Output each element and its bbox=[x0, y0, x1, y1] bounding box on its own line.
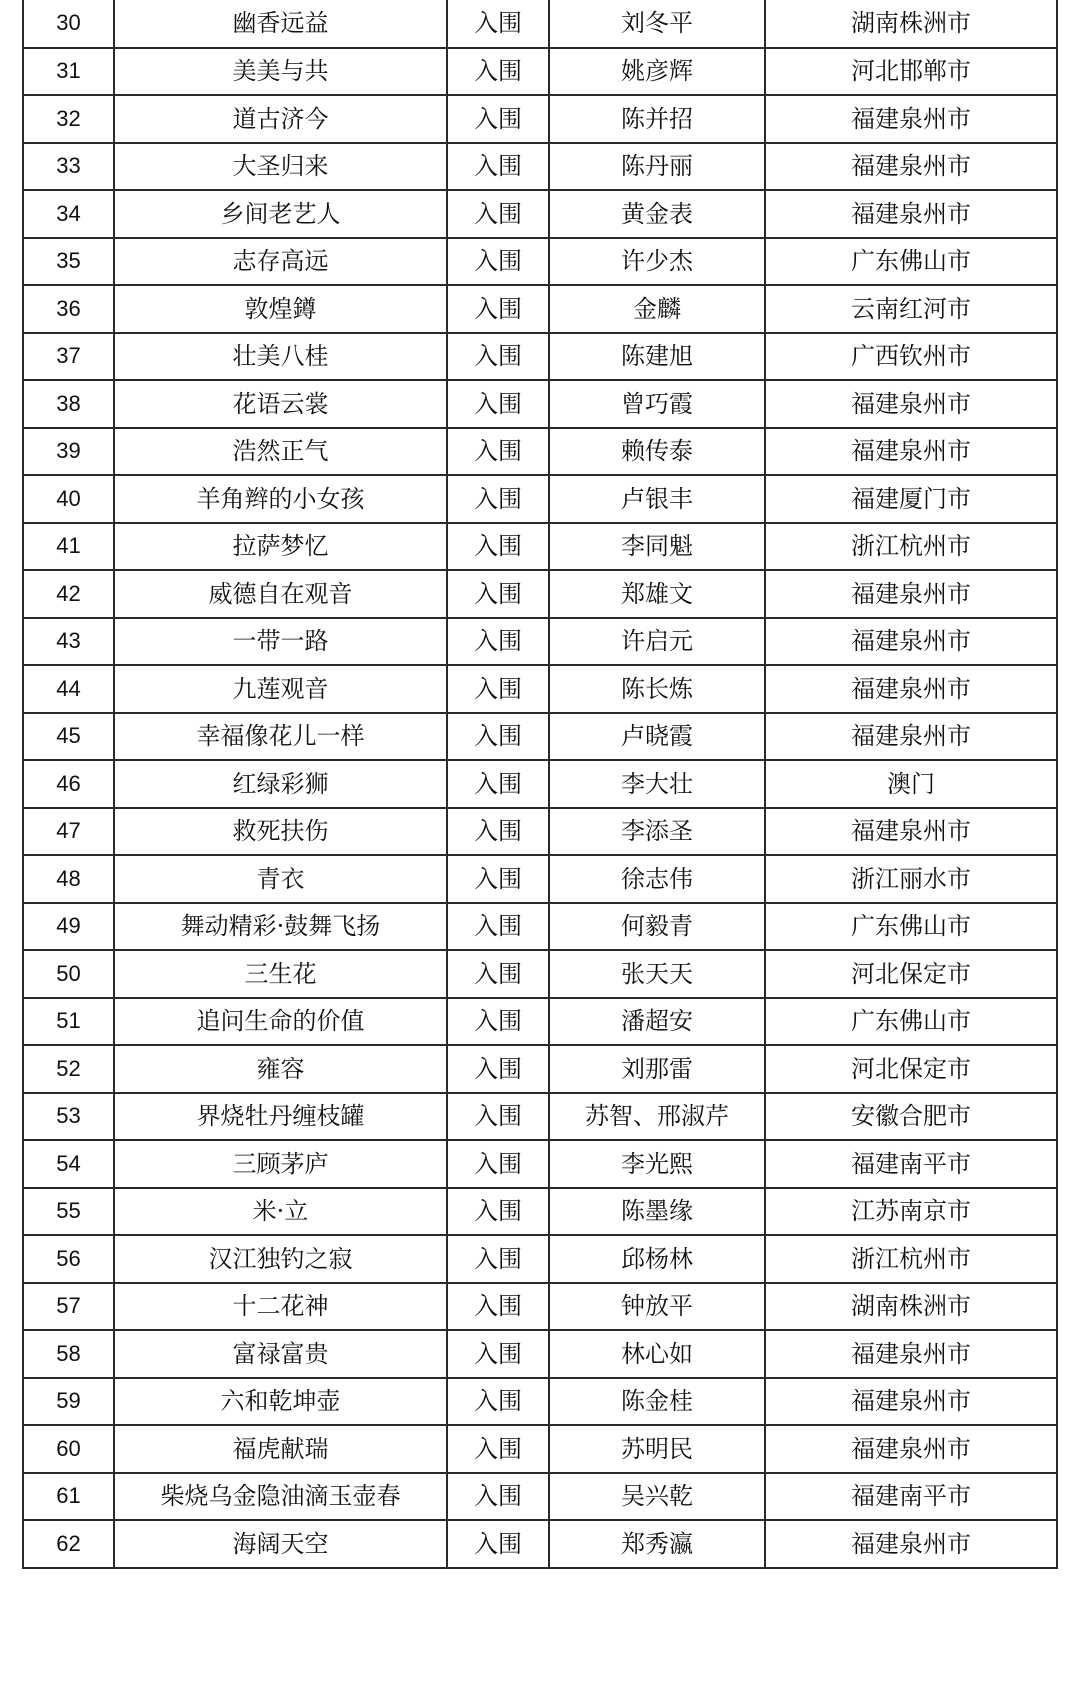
work-title-cell: 福虎献瑞 bbox=[114, 1425, 447, 1473]
result-cell: 入围 bbox=[447, 1330, 549, 1378]
author-cell: 黄金表 bbox=[549, 190, 765, 238]
author-cell: 苏明民 bbox=[549, 1425, 765, 1473]
table-row bbox=[23, 618, 1057, 666]
work-title-cell: 壮美八桂 bbox=[114, 333, 447, 381]
result-cell: 入围 bbox=[447, 855, 549, 903]
table-row bbox=[23, 1235, 1057, 1283]
row-number-cell: 60 bbox=[23, 1425, 114, 1473]
region-cell: 浙江杭州市 bbox=[765, 523, 1057, 571]
row-number-cell: 44 bbox=[23, 665, 114, 713]
author-cell: 徐志伟 bbox=[549, 855, 765, 903]
region-cell: 福建泉州市 bbox=[765, 95, 1057, 143]
table-row bbox=[23, 1473, 1057, 1521]
work-title-cell: 浩然正气 bbox=[114, 428, 447, 476]
table-row bbox=[23, 1425, 1057, 1473]
result-cell: 入围 bbox=[447, 1140, 549, 1188]
author-cell: 赖传泰 bbox=[549, 428, 765, 476]
work-title-cell: 威德自在观音 bbox=[114, 570, 447, 618]
table-row bbox=[23, 238, 1057, 286]
table-row bbox=[23, 48, 1057, 96]
author-cell: 郑秀瀛 bbox=[549, 1520, 765, 1568]
result-cell: 入围 bbox=[447, 0, 549, 48]
result-cell: 入围 bbox=[447, 1235, 549, 1283]
table-row bbox=[23, 665, 1057, 713]
author-cell: 苏智、邢淑芹 bbox=[549, 1093, 765, 1141]
work-title-cell: 花语云裳 bbox=[114, 380, 447, 428]
region-cell: 广西钦州市 bbox=[765, 333, 1057, 381]
work-title-cell: 道古济今 bbox=[114, 95, 447, 143]
author-cell: 何毅青 bbox=[549, 903, 765, 951]
region-cell: 福建泉州市 bbox=[765, 428, 1057, 476]
table-row bbox=[23, 380, 1057, 428]
work-title-cell: 富禄富贵 bbox=[114, 1330, 447, 1378]
author-cell: 姚彦辉 bbox=[549, 48, 765, 96]
author-cell: 钟放平 bbox=[549, 1283, 765, 1331]
work-title-cell: 十二花神 bbox=[114, 1283, 447, 1331]
work-title-cell: 红绿彩狮 bbox=[114, 760, 447, 808]
table-row bbox=[23, 190, 1057, 238]
row-number-cell: 30 bbox=[23, 0, 114, 48]
author-cell: 李同魁 bbox=[549, 523, 765, 571]
work-title-cell: 美美与共 bbox=[114, 48, 447, 96]
table-row bbox=[23, 0, 1057, 48]
region-cell: 湖南株洲市 bbox=[765, 0, 1057, 48]
table-row bbox=[23, 903, 1057, 951]
author-cell: 陈金桂 bbox=[549, 1378, 765, 1426]
author-cell: 许少杰 bbox=[549, 238, 765, 286]
work-title-cell: 羊角辫的小女孩 bbox=[114, 475, 447, 523]
table-row bbox=[23, 475, 1057, 523]
region-cell: 福建泉州市 bbox=[765, 190, 1057, 238]
author-cell: 卢晓霞 bbox=[549, 713, 765, 761]
region-cell: 福建泉州市 bbox=[765, 618, 1057, 666]
row-number-cell: 53 bbox=[23, 1093, 114, 1141]
table-row bbox=[23, 808, 1057, 856]
work-title-cell: 界烧牡丹缠枝罐 bbox=[114, 1093, 447, 1141]
author-cell: 李添圣 bbox=[549, 808, 765, 856]
author-cell: 吴兴乾 bbox=[549, 1473, 765, 1521]
table-row bbox=[23, 1188, 1057, 1236]
author-cell: 金麟 bbox=[549, 285, 765, 333]
table-row bbox=[23, 760, 1057, 808]
table-row bbox=[23, 285, 1057, 333]
table-row bbox=[23, 570, 1057, 618]
result-cell: 入围 bbox=[447, 665, 549, 713]
region-cell: 福建泉州市 bbox=[765, 1378, 1057, 1426]
author-cell: 邱杨林 bbox=[549, 1235, 765, 1283]
result-cell: 入围 bbox=[447, 570, 549, 618]
region-cell: 福建泉州市 bbox=[765, 380, 1057, 428]
work-title-cell: 救死扶伤 bbox=[114, 808, 447, 856]
author-cell: 卢银丰 bbox=[549, 475, 765, 523]
row-number-cell: 52 bbox=[23, 1045, 114, 1093]
region-cell: 福建南平市 bbox=[765, 1140, 1057, 1188]
region-cell: 广东佛山市 bbox=[765, 998, 1057, 1046]
author-cell: 陈墨缘 bbox=[549, 1188, 765, 1236]
region-cell: 澳门 bbox=[765, 760, 1057, 808]
row-number-cell: 48 bbox=[23, 855, 114, 903]
table-row bbox=[23, 1045, 1057, 1093]
region-cell: 福建厦门市 bbox=[765, 475, 1057, 523]
result-cell: 入围 bbox=[447, 950, 549, 998]
region-cell: 福建南平市 bbox=[765, 1473, 1057, 1521]
region-cell: 湖南株洲市 bbox=[765, 1283, 1057, 1331]
work-title-cell: 幽香远益 bbox=[114, 0, 447, 48]
table-row bbox=[23, 713, 1057, 761]
work-title-cell: 追问生命的价值 bbox=[114, 998, 447, 1046]
row-number-cell: 37 bbox=[23, 333, 114, 381]
result-cell: 入围 bbox=[447, 143, 549, 191]
work-title-cell: 志存高远 bbox=[114, 238, 447, 286]
work-title-cell: 乡间老艺人 bbox=[114, 190, 447, 238]
row-number-cell: 43 bbox=[23, 618, 114, 666]
row-number-cell: 55 bbox=[23, 1188, 114, 1236]
work-title-cell: 三顾茅庐 bbox=[114, 1140, 447, 1188]
result-cell: 入围 bbox=[447, 998, 549, 1046]
result-cell: 入围 bbox=[447, 190, 549, 238]
table-row bbox=[23, 998, 1057, 1046]
region-cell: 河北保定市 bbox=[765, 1045, 1057, 1093]
row-number-cell: 31 bbox=[23, 48, 114, 96]
region-cell: 福建泉州市 bbox=[765, 808, 1057, 856]
row-number-cell: 47 bbox=[23, 808, 114, 856]
table-row bbox=[23, 1140, 1057, 1188]
author-cell: 刘那雷 bbox=[549, 1045, 765, 1093]
row-number-cell: 51 bbox=[23, 998, 114, 1046]
result-cell: 入围 bbox=[447, 48, 549, 96]
table-row bbox=[23, 523, 1057, 571]
work-title-cell: 雍容 bbox=[114, 1045, 447, 1093]
author-cell: 刘冬平 bbox=[549, 0, 765, 48]
result-cell: 入围 bbox=[447, 808, 549, 856]
author-cell: 李光熙 bbox=[549, 1140, 765, 1188]
result-cell: 入围 bbox=[447, 1283, 549, 1331]
table-row bbox=[23, 1093, 1057, 1141]
work-title-cell: 大圣归来 bbox=[114, 143, 447, 191]
table-row bbox=[23, 855, 1057, 903]
row-number-cell: 38 bbox=[23, 380, 114, 428]
awards-table bbox=[22, 0, 1058, 1569]
row-number-cell: 36 bbox=[23, 285, 114, 333]
row-number-cell: 50 bbox=[23, 950, 114, 998]
result-cell: 入围 bbox=[447, 238, 549, 286]
work-title-cell: 汉江独钓之寂 bbox=[114, 1235, 447, 1283]
author-cell: 陈丹丽 bbox=[549, 143, 765, 191]
row-number-cell: 56 bbox=[23, 1235, 114, 1283]
result-cell: 入围 bbox=[447, 428, 549, 476]
work-title-cell: 敦煌鐏 bbox=[114, 285, 447, 333]
result-cell: 入围 bbox=[447, 903, 549, 951]
result-cell: 入围 bbox=[447, 475, 549, 523]
result-cell: 入围 bbox=[447, 95, 549, 143]
result-cell: 入围 bbox=[447, 523, 549, 571]
author-cell: 许启元 bbox=[549, 618, 765, 666]
region-cell: 广东佛山市 bbox=[765, 238, 1057, 286]
region-cell: 福建泉州市 bbox=[765, 1330, 1057, 1378]
region-cell: 福建泉州市 bbox=[765, 570, 1057, 618]
table-row bbox=[23, 143, 1057, 191]
table-row bbox=[23, 95, 1057, 143]
region-cell: 云南红河市 bbox=[765, 285, 1057, 333]
work-title-cell: 海阔天空 bbox=[114, 1520, 447, 1568]
table-row bbox=[23, 333, 1057, 381]
author-cell: 曾巧霞 bbox=[549, 380, 765, 428]
row-number-cell: 61 bbox=[23, 1473, 114, 1521]
work-title-cell: 一带一路 bbox=[114, 618, 447, 666]
table-row bbox=[23, 428, 1057, 476]
table-row bbox=[23, 950, 1057, 998]
author-cell: 陈建旭 bbox=[549, 333, 765, 381]
row-number-cell: 35 bbox=[23, 238, 114, 286]
result-cell: 入围 bbox=[447, 1045, 549, 1093]
result-cell: 入围 bbox=[447, 1425, 549, 1473]
result-cell: 入围 bbox=[447, 285, 549, 333]
table-body bbox=[23, 0, 1057, 1568]
row-number-cell: 46 bbox=[23, 760, 114, 808]
result-cell: 入围 bbox=[447, 1378, 549, 1426]
work-title-cell: 幸福像花儿一样 bbox=[114, 713, 447, 761]
work-title-cell: 九莲观音 bbox=[114, 665, 447, 713]
row-number-cell: 41 bbox=[23, 523, 114, 571]
result-cell: 入围 bbox=[447, 1093, 549, 1141]
table-row bbox=[23, 1330, 1057, 1378]
result-cell: 入围 bbox=[447, 380, 549, 428]
work-title-cell: 米·立 bbox=[114, 1188, 447, 1236]
result-cell: 入围 bbox=[447, 713, 549, 761]
region-cell: 福建泉州市 bbox=[765, 1425, 1057, 1473]
row-number-cell: 62 bbox=[23, 1520, 114, 1568]
row-number-cell: 34 bbox=[23, 190, 114, 238]
region-cell: 安徽合肥市 bbox=[765, 1093, 1057, 1141]
row-number-cell: 42 bbox=[23, 570, 114, 618]
region-cell: 浙江杭州市 bbox=[765, 1235, 1057, 1283]
region-cell: 广东佛山市 bbox=[765, 903, 1057, 951]
row-number-cell: 58 bbox=[23, 1330, 114, 1378]
row-number-cell: 39 bbox=[23, 428, 114, 476]
document-page bbox=[22, 0, 1056, 1569]
result-cell: 入围 bbox=[447, 1473, 549, 1521]
author-cell: 林心如 bbox=[549, 1330, 765, 1378]
author-cell: 张天天 bbox=[549, 950, 765, 998]
region-cell: 河北邯郸市 bbox=[765, 48, 1057, 96]
work-title-cell: 舞动精彩·鼓舞飞扬 bbox=[114, 903, 447, 951]
region-cell: 江苏南京市 bbox=[765, 1188, 1057, 1236]
row-number-cell: 57 bbox=[23, 1283, 114, 1331]
row-number-cell: 32 bbox=[23, 95, 114, 143]
work-title-cell: 柴烧乌金隐油滴玉壶春 bbox=[114, 1473, 447, 1521]
row-number-cell: 33 bbox=[23, 143, 114, 191]
result-cell: 入围 bbox=[447, 618, 549, 666]
result-cell: 入围 bbox=[447, 1188, 549, 1236]
region-cell: 福建泉州市 bbox=[765, 713, 1057, 761]
author-cell: 郑雄文 bbox=[549, 570, 765, 618]
author-cell: 李大壮 bbox=[549, 760, 765, 808]
region-cell: 河北保定市 bbox=[765, 950, 1057, 998]
work-title-cell: 青衣 bbox=[114, 855, 447, 903]
row-number-cell: 40 bbox=[23, 475, 114, 523]
region-cell: 福建泉州市 bbox=[765, 665, 1057, 713]
author-cell: 潘超安 bbox=[549, 998, 765, 1046]
result-cell: 入围 bbox=[447, 760, 549, 808]
work-title-cell: 三生花 bbox=[114, 950, 447, 998]
author-cell: 陈长炼 bbox=[549, 665, 765, 713]
author-cell: 陈并招 bbox=[549, 95, 765, 143]
row-number-cell: 45 bbox=[23, 713, 114, 761]
row-number-cell: 49 bbox=[23, 903, 114, 951]
result-cell: 入围 bbox=[447, 333, 549, 381]
work-title-cell: 拉萨梦忆 bbox=[114, 523, 447, 571]
table-row bbox=[23, 1378, 1057, 1426]
region-cell: 福建泉州市 bbox=[765, 143, 1057, 191]
result-cell: 入围 bbox=[447, 1520, 549, 1568]
row-number-cell: 59 bbox=[23, 1378, 114, 1426]
work-title-cell: 六和乾坤壶 bbox=[114, 1378, 447, 1426]
table-row bbox=[23, 1520, 1057, 1568]
region-cell: 浙江丽水市 bbox=[765, 855, 1057, 903]
table-row bbox=[23, 1283, 1057, 1331]
region-cell: 福建泉州市 bbox=[765, 1520, 1057, 1568]
row-number-cell: 54 bbox=[23, 1140, 114, 1188]
